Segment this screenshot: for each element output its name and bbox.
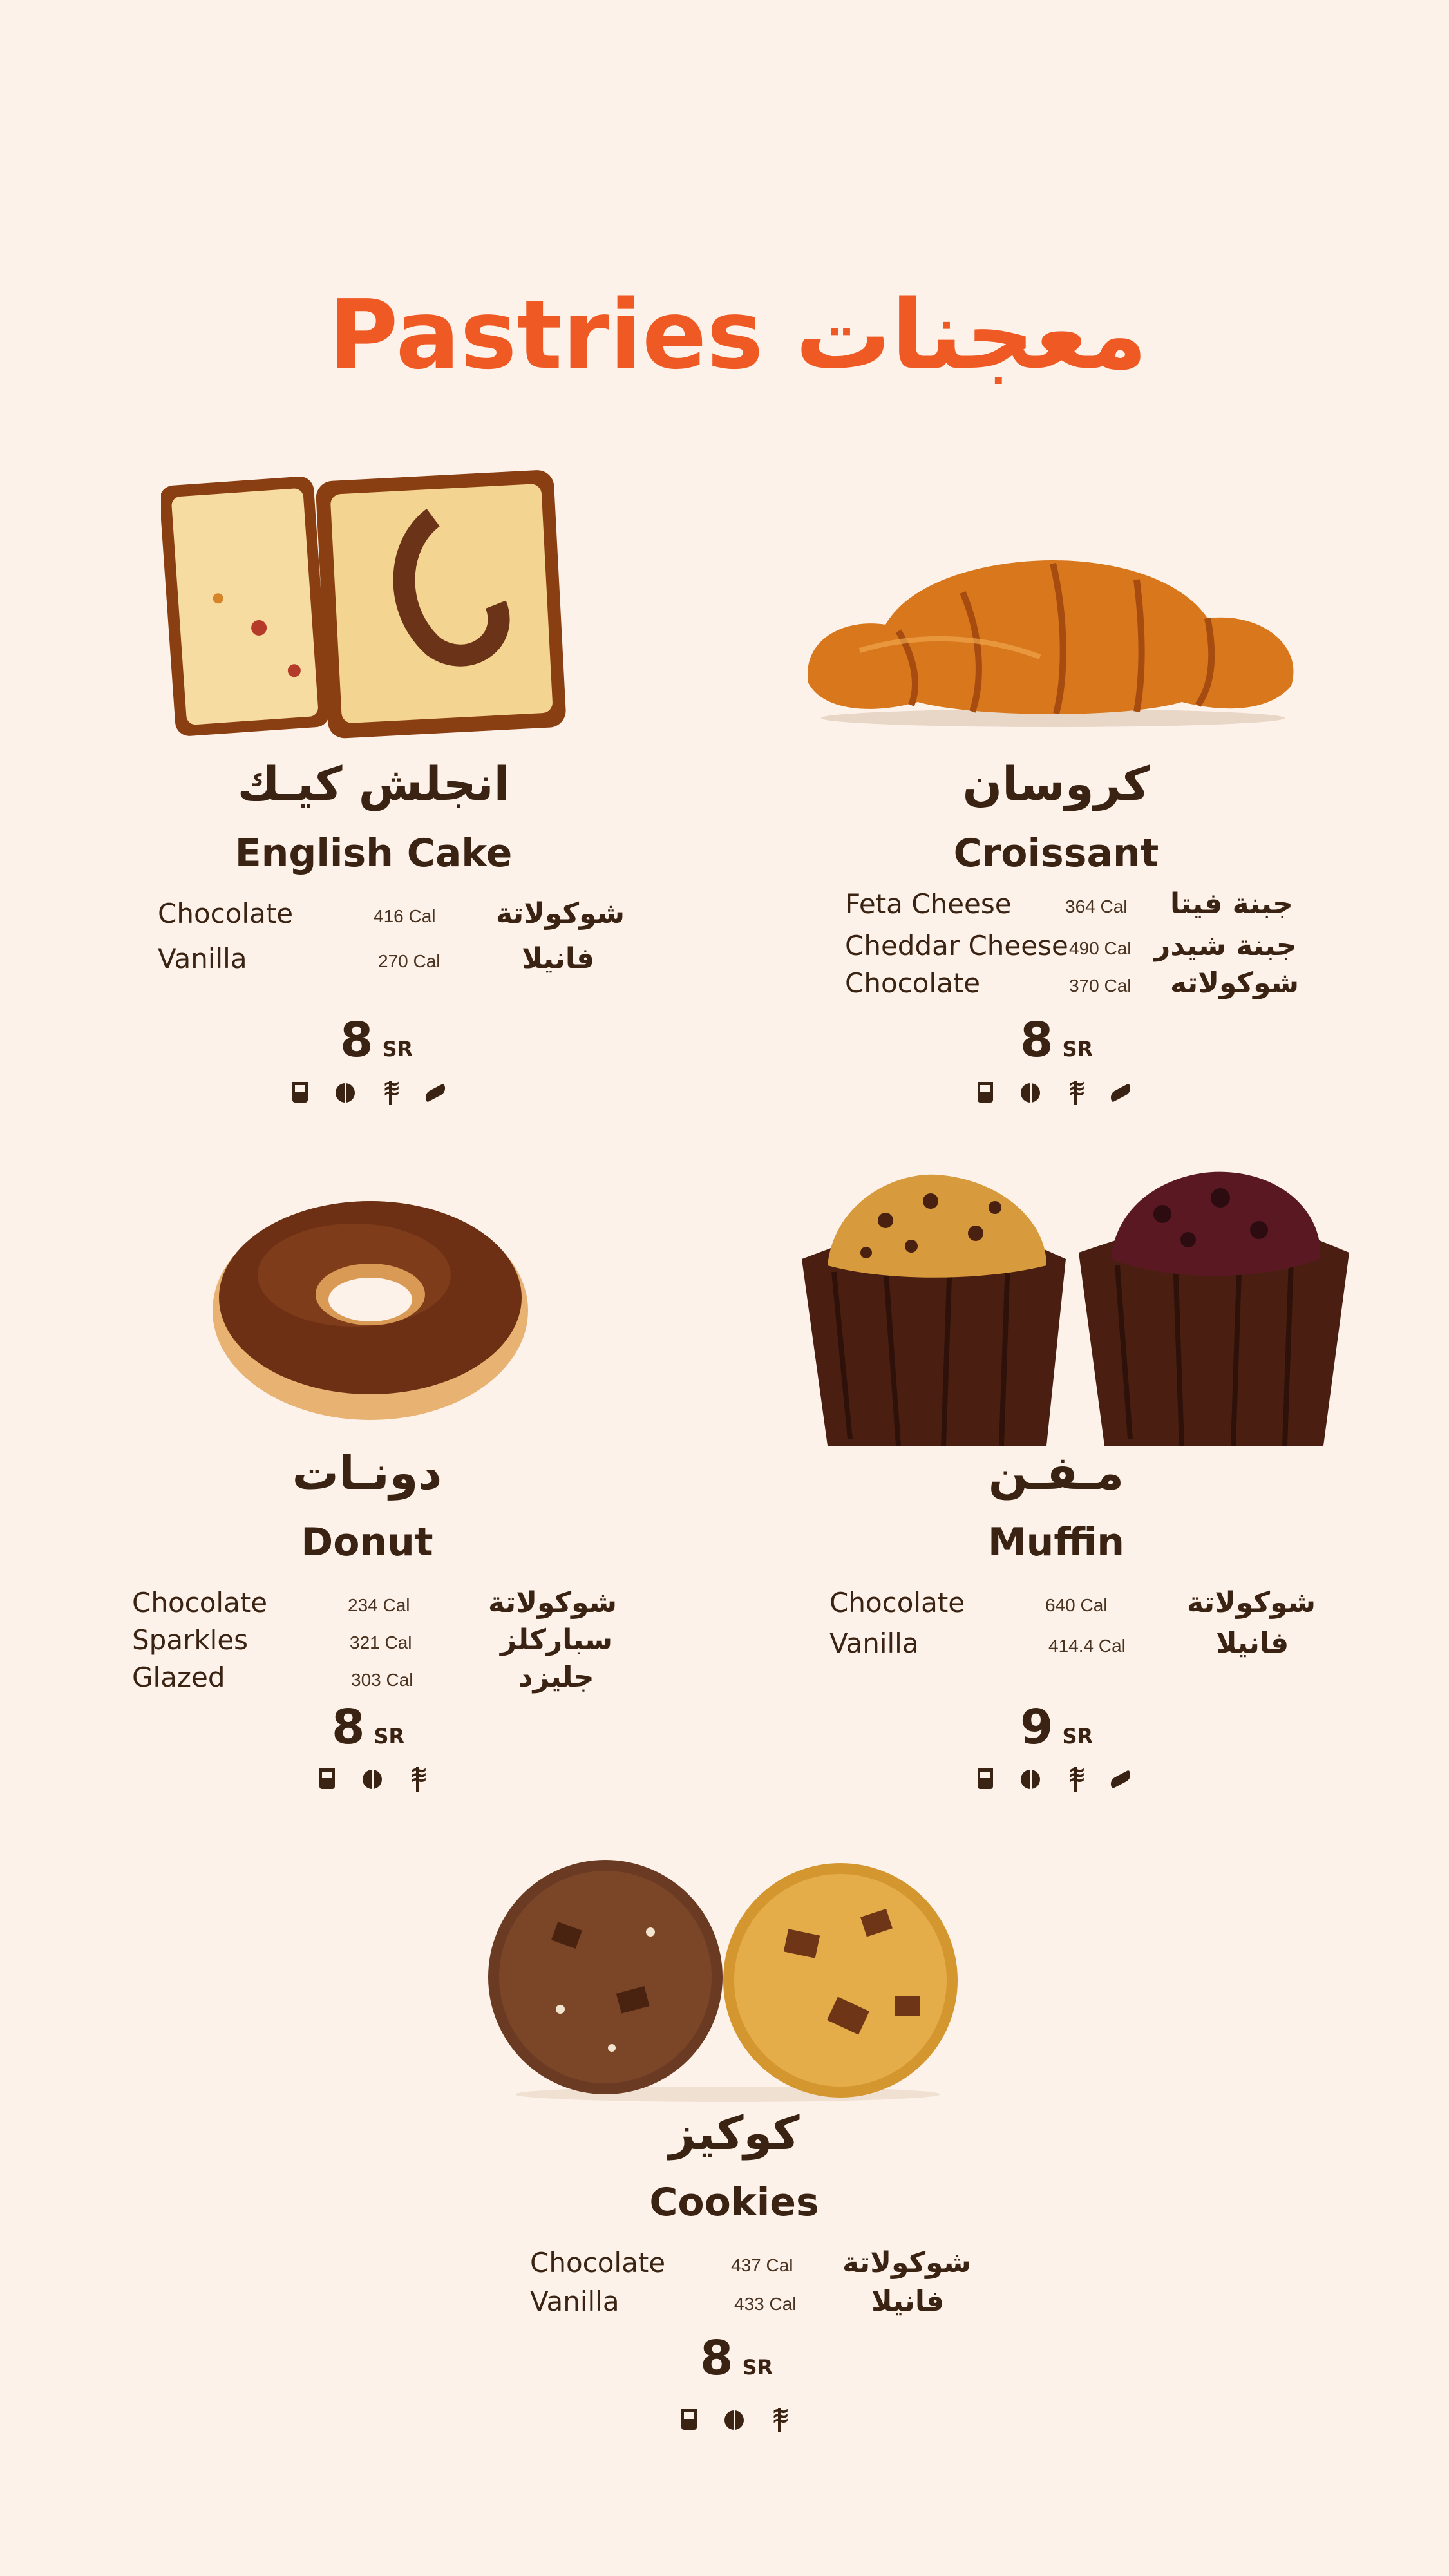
wheat-icon [404, 1766, 430, 1792]
price-value: 8 [340, 1012, 374, 1068]
variant-calories: 270 Cal [378, 951, 440, 971]
variant-row [530, 2244, 971, 2282]
variant-calories: 640 Cal [1045, 1595, 1108, 1615]
egg-icon [332, 1079, 358, 1105]
item-name-en: English Cake [234, 831, 513, 876]
price-currency: SR [1062, 1724, 1094, 1748]
variant-row [132, 1584, 617, 1622]
price [700, 2329, 773, 2387]
item-name-ar: كوكيز [668, 2106, 800, 2160]
variant-row [132, 1622, 613, 1659]
variant-name-ar: شوكولاتة [496, 897, 625, 930]
egg-icon [359, 1766, 385, 1792]
wheat-icon [1063, 1079, 1088, 1105]
variant-calories: 437 Cal [731, 2255, 793, 2275]
variant-name-ar: شوكولاته [1170, 967, 1299, 999]
variant-name-en: Chocolate [530, 2247, 666, 2278]
variant-name-en: Chocolate [845, 967, 981, 999]
variant-calories: 364 Cal [1065, 896, 1128, 916]
english-cake-photo [161, 467, 580, 744]
variant-name-ar: سباركلز [500, 1624, 613, 1656]
variant-row [158, 940, 596, 978]
page-title-en: Pastries [328, 279, 764, 390]
wheat-icon [1063, 1766, 1088, 1792]
variant-name-ar: شوكولاتة [1187, 1586, 1316, 1619]
price-currency: SR [1062, 1037, 1094, 1061]
price-value: 8 [332, 1700, 365, 1755]
item-name-ar: دونـات [292, 1446, 442, 1500]
price [332, 1698, 404, 1756]
variant-calories: 416 Cal [374, 906, 436, 926]
egg-icon [1018, 1766, 1043, 1792]
price-currency: SR [382, 1037, 413, 1061]
price-currency: SR [374, 1724, 405, 1748]
variant-name-en: Cheddar Cheese [845, 930, 1068, 961]
croissant-photo [795, 547, 1311, 731]
allergen-icons [314, 1765, 430, 1793]
variant-name-ar: فانيلا [871, 2285, 945, 2318]
price [1020, 1698, 1093, 1756]
allergen-icons [972, 1765, 1133, 1793]
variant-calories: 490 Cal [1069, 938, 1132, 958]
milk-icon [972, 1079, 998, 1105]
muffin-photo [789, 1162, 1356, 1459]
price-currency: SR [742, 2355, 773, 2380]
variant-calories: 234 Cal [348, 1595, 410, 1615]
wheat-icon [377, 1079, 403, 1105]
variant-row [845, 965, 1299, 1002]
variant-name-ar: جليزد [518, 1661, 594, 1694]
variant-name-ar: شوكولاتة [842, 2246, 971, 2279]
egg-icon [721, 2407, 747, 2432]
variant-name-en: Sparkles [132, 1624, 249, 1656]
variant-row [845, 927, 1297, 965]
egg-icon [1018, 1079, 1043, 1105]
variant-name-en: Glazed [132, 1662, 225, 1693]
item-name-ar: مـفـن [988, 1446, 1124, 1500]
price-value: 8 [700, 2331, 734, 2386]
allergen-icons [972, 1078, 1133, 1106]
variant-row [132, 1659, 596, 1696]
cookies-photo [483, 1855, 966, 2106]
nut-icon [1108, 1766, 1133, 1792]
item-name-en: Croissant [953, 831, 1159, 876]
milk-icon [972, 1766, 998, 1792]
variant-calories: 303 Cal [351, 1670, 413, 1690]
variant-name-en: Chocolate [829, 1587, 965, 1618]
price [340, 1011, 413, 1069]
page-title-ar: معجنات [795, 279, 1148, 390]
variant-name-ar: شوكولاتة [488, 1586, 617, 1619]
item-name-en: Cookies [649, 2180, 819, 2225]
variant-name-ar: جبنة شيدر [1154, 929, 1297, 962]
item-name-en: Donut [301, 1520, 433, 1565]
variant-name-en: Feta Cheese [845, 888, 1012, 920]
variant-row [829, 1625, 1293, 1662]
variant-name-en: Vanilla [829, 1627, 919, 1659]
variant-name-en: Chocolate [158, 898, 294, 929]
variant-name-ar: جبنة فيتا [1170, 887, 1293, 920]
item-name-en: Muffin [987, 1520, 1125, 1565]
nut-icon [422, 1079, 448, 1105]
nut-icon [1108, 1079, 1133, 1105]
variant-row [829, 1584, 1316, 1622]
price-value: 8 [1020, 1012, 1054, 1068]
variant-calories: 321 Cal [350, 1633, 412, 1653]
variant-name-en: Vanilla [530, 2286, 620, 2317]
item-name-ar: كروسان [962, 757, 1150, 811]
allergen-icons [287, 1078, 448, 1106]
item-name-ar: انجلش كيـك [237, 757, 510, 811]
variant-calories: 433 Cal [734, 2294, 797, 2314]
wheat-icon [766, 2407, 792, 2432]
variant-row [158, 895, 625, 933]
allergen-icons [676, 2405, 792, 2434]
donut-photo [206, 1185, 535, 1423]
variant-row [845, 886, 1293, 923]
variant-name-ar: فانيلا [1216, 1627, 1289, 1660]
milk-icon [314, 1766, 340, 1792]
price [1020, 1011, 1093, 1069]
variant-calories: 370 Cal [1069, 976, 1132, 996]
milk-icon [287, 1079, 313, 1105]
milk-icon [676, 2407, 702, 2432]
variant-name-en: Vanilla [158, 943, 247, 974]
price-value: 9 [1020, 1700, 1054, 1755]
variant-calories: 414.4 Cal [1048, 1636, 1126, 1656]
variant-name-ar: فانيلا [522, 942, 595, 975]
variant-name-en: Chocolate [132, 1587, 268, 1618]
variant-row [530, 2283, 968, 2320]
